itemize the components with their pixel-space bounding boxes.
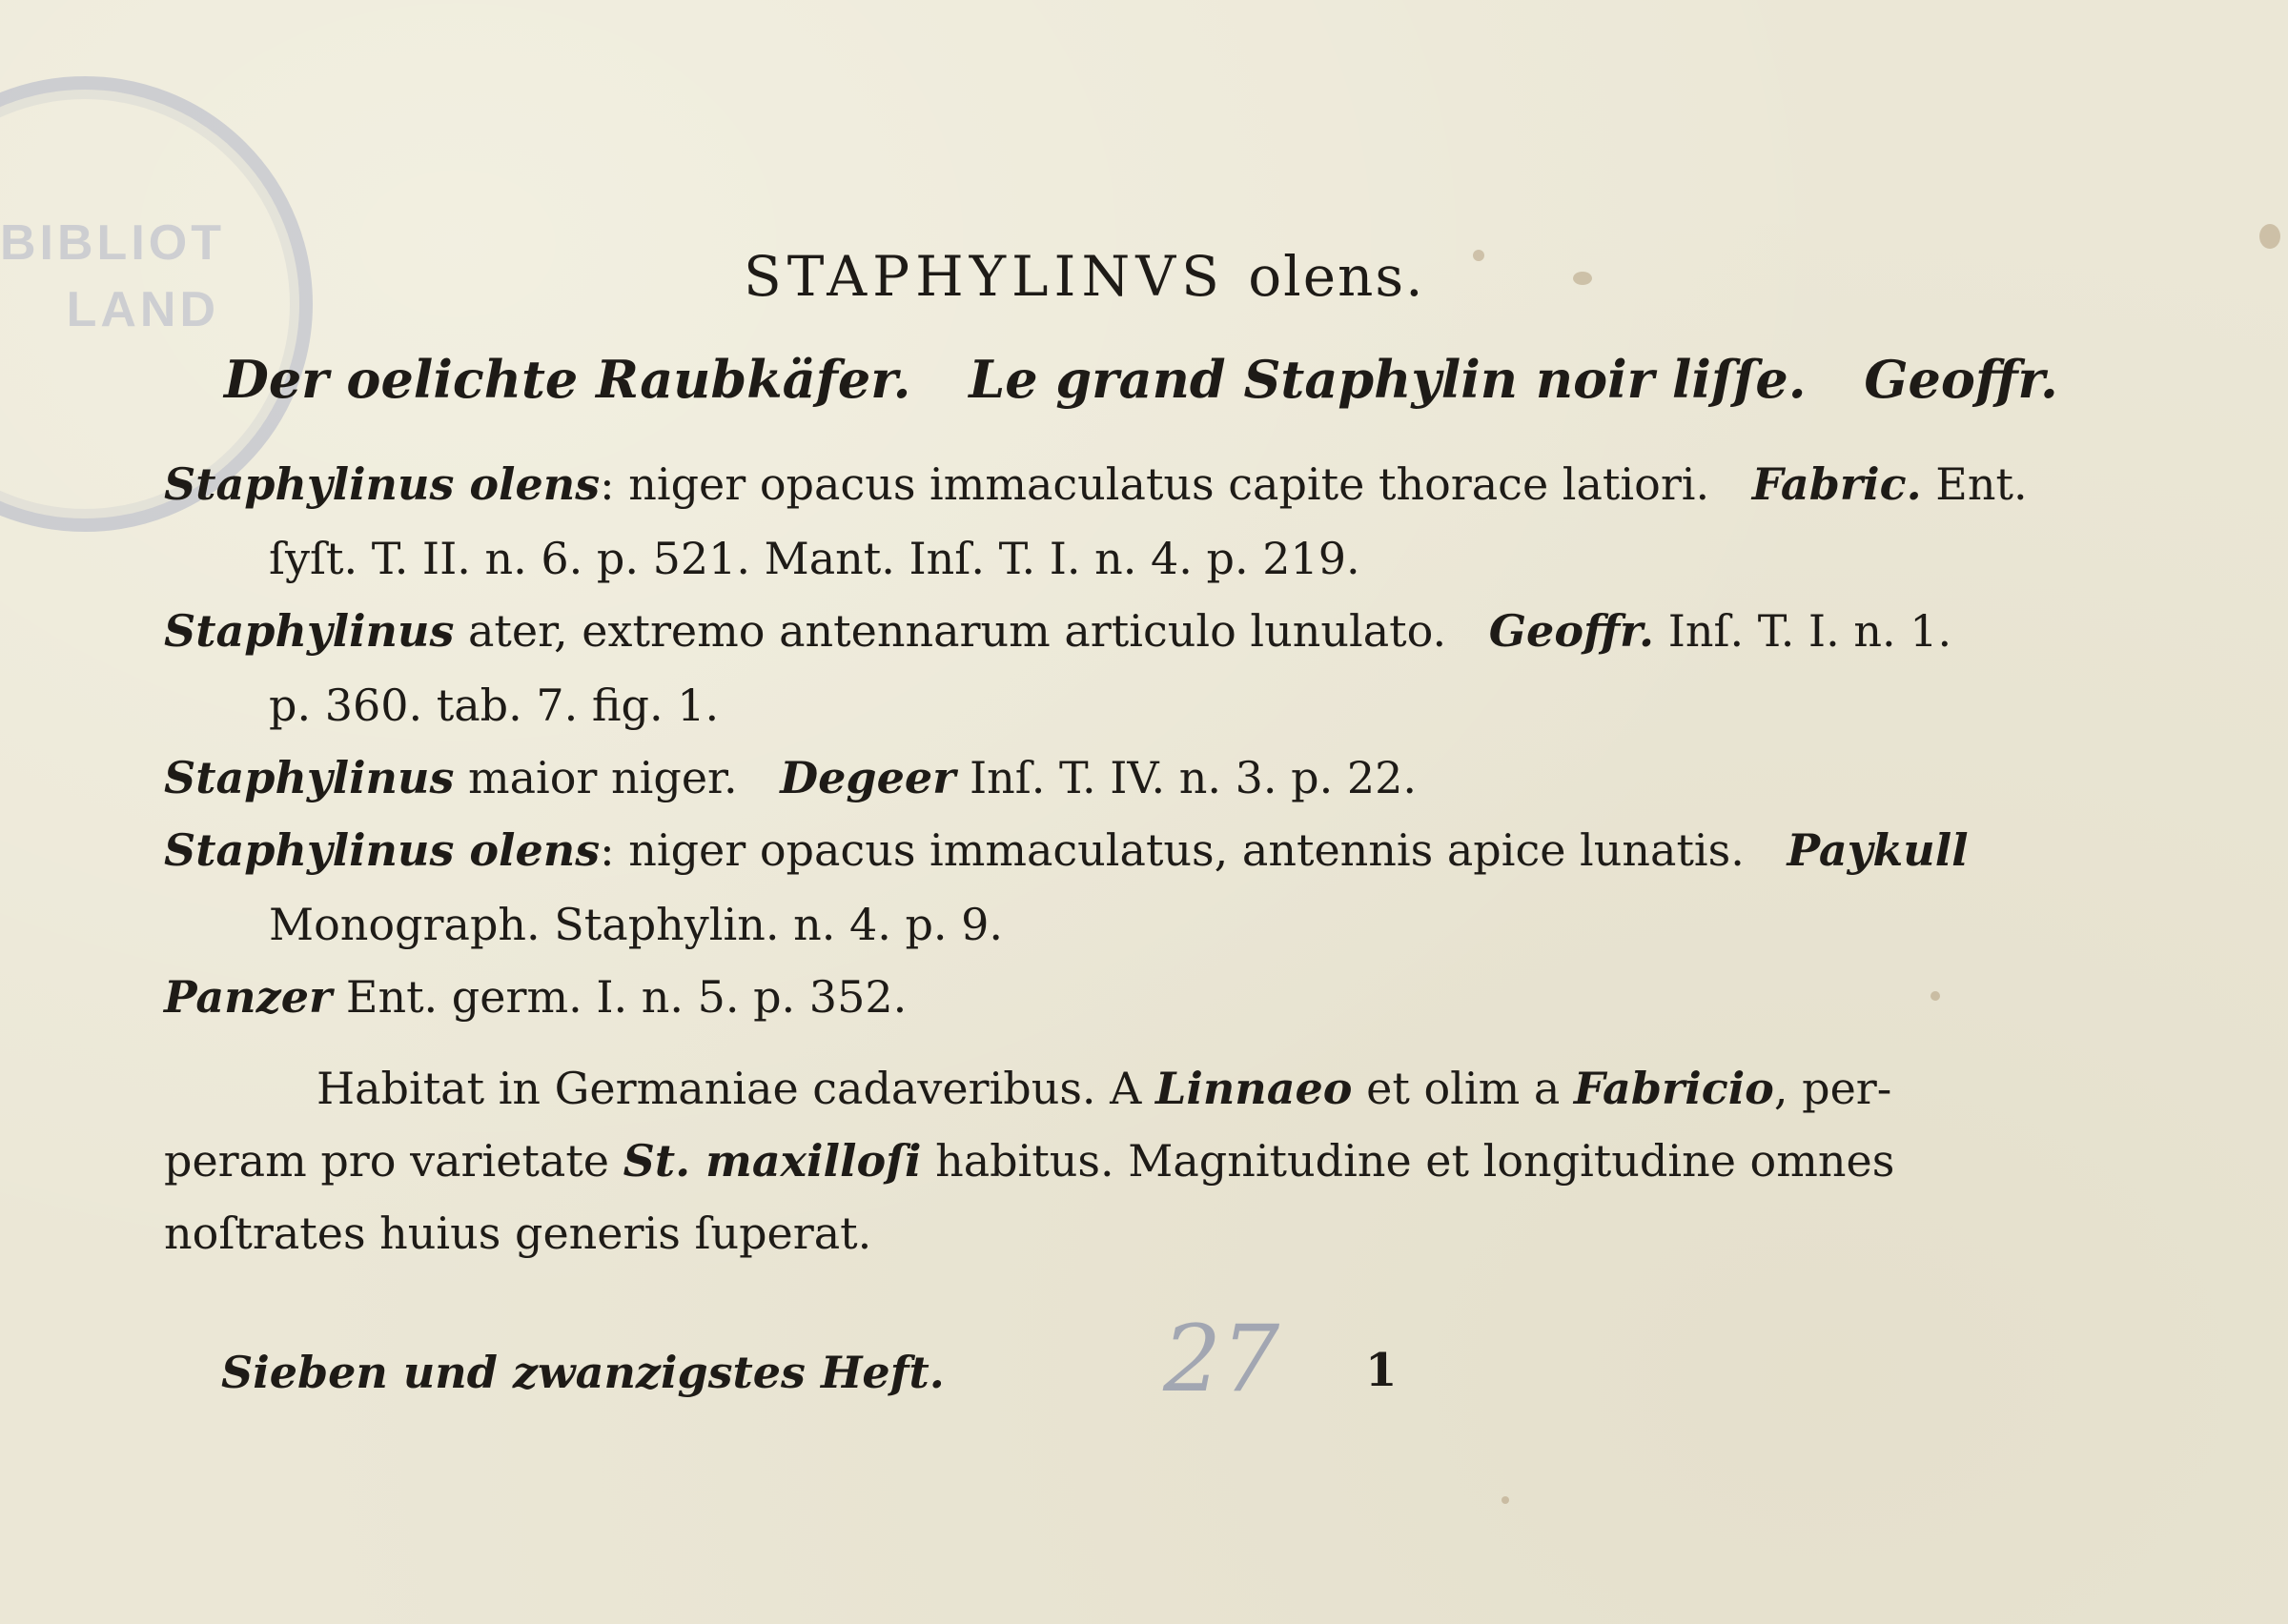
signature-mark: 1 [1365,1344,1398,1397]
habitat-name-fabricio: Fabricio [1573,1063,1774,1114]
stamp-text-line-1: BIBLIOT [0,215,225,271]
habitat-text-2b: habitus. Magnitudine et longitudine omnes [935,1135,1895,1187]
subtitle-german: Der oelichte Raubkäfer. [224,349,911,410]
habitat-text-1a: Habitat in Germaniae cadaveribus. A [317,1063,1142,1114]
subtitle-french: Le grand Staphylin noir liſſe. [969,349,1807,410]
paper-speck [1502,1496,1509,1504]
title-species: olens. [1248,244,1425,309]
habitat-text-2a: peram pro varietate [164,1135,610,1187]
title-genus: STAPHYLINVS [744,244,1225,309]
habitat-name-linnaeo: Linnaeo [1155,1063,1353,1114]
subtitle [224,349,2098,410]
entry-4-author: Paykull [1787,824,1969,876]
handwritten-number: 27 [1163,1306,1280,1412]
entry-2-line-2: p. 360. tab. 7. fig. 1. [269,680,720,731]
entry-4-text: : niger opacus immaculatus, antennis apice lunatis. [600,824,1745,876]
entry-3-tail: Inſ. T. IV. n. 3. p. 22. [969,752,1418,803]
entry-1-name: Staphylinus olens [164,458,601,510]
entry-3-line-1 [164,751,1417,804]
entry-2-author: Geoffr. [1488,605,1655,657]
stamp-text-line-2: LAND [66,282,219,337]
habitat-text-1b: et olim a [1366,1063,1561,1114]
entry-3-name: Staphylinus [164,752,455,803]
entry-2-text: ater, extremo antennarum articulo lunulato. [467,605,1447,657]
habitat-name-maxillosi: St. maxilloſi [623,1135,922,1187]
entry-2-line-1 [164,604,1951,658]
paper-speck [2259,224,2280,249]
footer-heft: Sieben und zwanzigstes Heft. [221,1347,945,1398]
entry-1-tail: Ent. [1935,458,2028,510]
entry-1-text: : niger opacus immaculatus capite thorace latiori. [600,458,1710,510]
page-title [744,244,1425,309]
entry-1-author: Fabric. [1751,458,1922,510]
entry-3-author: Degeer [780,752,956,803]
entry-4-line-1 [164,823,1969,877]
entry-1-line-1 [164,457,2028,511]
subtitle-author: Geoffr. [1864,349,2058,410]
paper-speck [1573,272,1592,285]
entry-1-line-2: ſyſt. T. II. n. 6. p. 521. Mant. Inſ. T. I. n. 4. p. 219. [269,533,1360,584]
habitat-line-3: noſtrates huius generis ſuperat. [164,1208,872,1259]
entry-5-author: Panzer [164,971,333,1023]
entry-4-name: Staphylinus olens [164,824,601,876]
entry-3-text: maior niger. [467,752,738,803]
entry-2-tail: Inſ. T. I. n. 1. [1667,605,1952,657]
entry-5-line-1 [164,970,907,1024]
paper-speck [1930,991,1940,1001]
habitat-line-1 [317,1062,1891,1115]
entry-4-line-2: Monograph. Staphylin. n. 4. p. 9. [269,899,1004,950]
habitat-text-1c: , per- [1773,1063,1892,1114]
paper-speck [1473,250,1484,261]
entry-5-tail: Ent. germ. I. n. 5. p. 352. [345,971,908,1023]
entry-2-name: Staphylinus [164,605,455,657]
habitat-line-2 [164,1134,1894,1188]
